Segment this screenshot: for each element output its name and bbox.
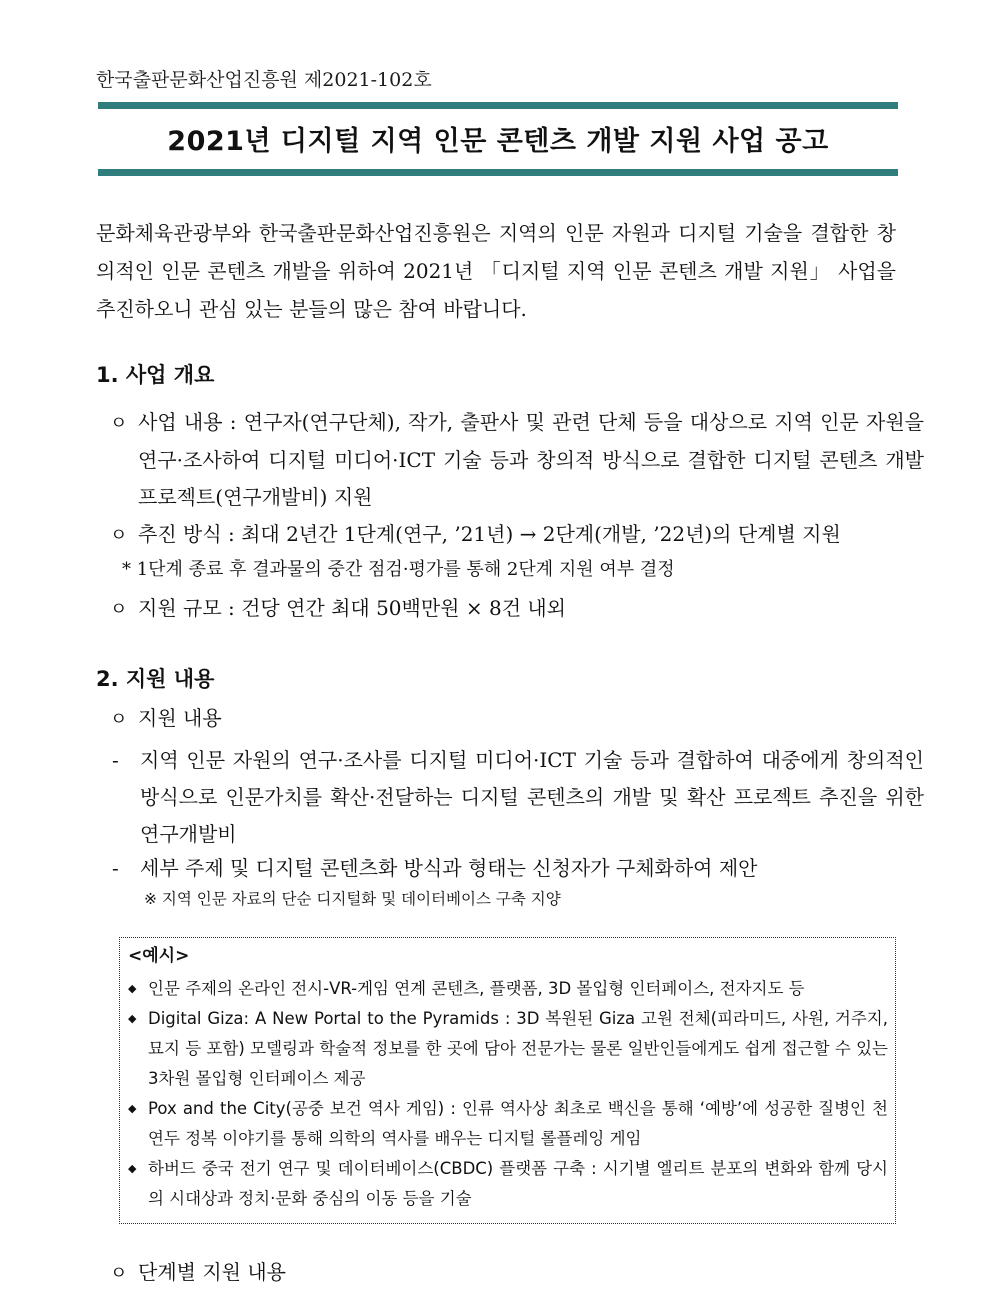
circle-bullet-icon: ㅇ: [110, 709, 128, 730]
example-item-text: Digital Giza: A New Portal to the Pyramids : 3D 복원된 Giza 고원 전체(피라미드, 사원, 거주지, 묘지 등 포함) 모델링과 학술적 정보를 한 곳에 담아 전문가는 물론 일반인들에게도 쉽게 접근할 수 있는 3차원 몰입형 인터페이스 제공: [148, 1009, 888, 1088]
title-rule-bottom: [98, 169, 898, 176]
example-item: [128, 1154, 888, 1214]
section-2-heading: 2. 지원 내용: [96, 667, 215, 691]
examples-box: [119, 937, 896, 1224]
support-dash-text: 지역 인문 자원의 연구·조사를 디지털 미디어·ICT 기술 등과 결합하여 대중에게 창의적인 방식으로 인문가치를 확산·전달하는 디지털 콘텐츠의 개발 및 확산 프로젝트 추진을 위한 연구개발비: [140, 748, 924, 846]
stage-note: * 1단계 종료 후 결과물의 중간 점검·평가를 통해 2단계 지원 여부 결정: [122, 559, 675, 580]
diamond-bullet-icon: ◆: [128, 982, 137, 995]
stage-support-text: 단계별 지원 내용: [138, 1260, 286, 1284]
overview-item-scale: [110, 590, 924, 628]
circle-bullet-icon: ㅇ: [110, 413, 128, 434]
support-subheading: [110, 700, 924, 738]
dash-bullet-icon: -: [112, 748, 119, 772]
overview-item-text: 사업 내용 : 연구자(연구단체), 작가, 출판사 및 관련 단체 등을 대상으로 지역 인문 자원을 연구·조사하여 디지털 미디어·ICT 기술 등과 창의적 방식으로 결합한 디지털 콘텐츠 개발 프로젝트(연구개발비) 지원: [138, 410, 924, 509]
example-item: [128, 1094, 888, 1154]
section-1-heading: 1. 사업 개요: [96, 363, 215, 387]
example-item-text: Pox and the City(공중 보건 역사 게임) : 인류 역사상 최초로 백신을 통해 ‘예방’에 성공한 질병인 천연두 정복 이야기를 통해 의학의 역사를 배우는 디지털 롤플레잉 게임: [148, 1099, 888, 1148]
circle-bullet-icon: ㅇ: [110, 525, 128, 546]
dash-bullet-icon: -: [112, 856, 119, 880]
overview-item-text: 지원 규모 : 건당 연간 최대 50백만원 × 8건 내외: [138, 596, 567, 620]
support-subheading-text: 지원 내용: [138, 706, 222, 730]
circle-bullet-icon: ㅇ: [110, 1263, 128, 1284]
support-dash-text: 세부 주제 및 디지털 콘텐츠화 방식과 형태는 신청자가 구체화하여 제안: [140, 856, 758, 880]
circle-bullet-icon: ㅇ: [110, 599, 128, 620]
examples-list: [128, 974, 888, 1214]
diamond-bullet-icon: ◆: [128, 1162, 137, 1175]
overview-item-method: [110, 516, 924, 554]
stage-support-item: [110, 1254, 924, 1292]
example-item: [128, 1004, 888, 1094]
support-dash-item: [112, 850, 924, 887]
reference-note: ※ 지역 인문 자료의 단순 디지털화 및 데이터베이스 구축 지양: [144, 890, 561, 908]
document-number: 한국출판문화산업진흥원 제2021-102호: [96, 69, 432, 91]
example-item: [128, 974, 888, 1004]
diamond-bullet-icon: ◆: [128, 1012, 137, 1025]
example-item-text: 하버드 중국 전기 연구 및 데이터베이스(CBDC) 플랫폼 구축 : 시기별 엘리트 분포의 변화와 함께 당시의 시대상과 정치·문화 중심의 이동 등을 기술: [148, 1159, 888, 1208]
diamond-bullet-icon: ◆: [128, 1102, 137, 1115]
examples-label: <예시>: [128, 946, 190, 966]
overview-item-text: 추진 방식 : 최대 2년간 1단계(연구, ’21년) → 2단계(개발, ’22년)의 단계별 지원: [138, 522, 841, 546]
support-dash-item: [112, 742, 924, 853]
intro-paragraph: 문화체육관광부와 한국출판문화산업진흥원은 지역의 인문 자원과 디지털 기술을 결합한 창의적인 인문 콘텐츠 개발을 위하여 2021년 「디지털 지역 인문 콘텐츠 개발 지원」 사업을 추진하오니 관심 있는 분들의 많은 참여 바랍니다.: [96, 221, 896, 321]
title-rule-top: [98, 102, 898, 109]
overview-item-content: [110, 404, 924, 516]
page-title: 2021년 디지털 지역 인문 콘텐츠 개발 지원 사업 공고: [167, 126, 829, 157]
example-item-text: 인문 주제의 온라인 전시-VR-게임 연계 콘텐츠, 플랫폼, 3D 몰입형 인터페이스, 전자지도 등: [148, 979, 805, 998]
